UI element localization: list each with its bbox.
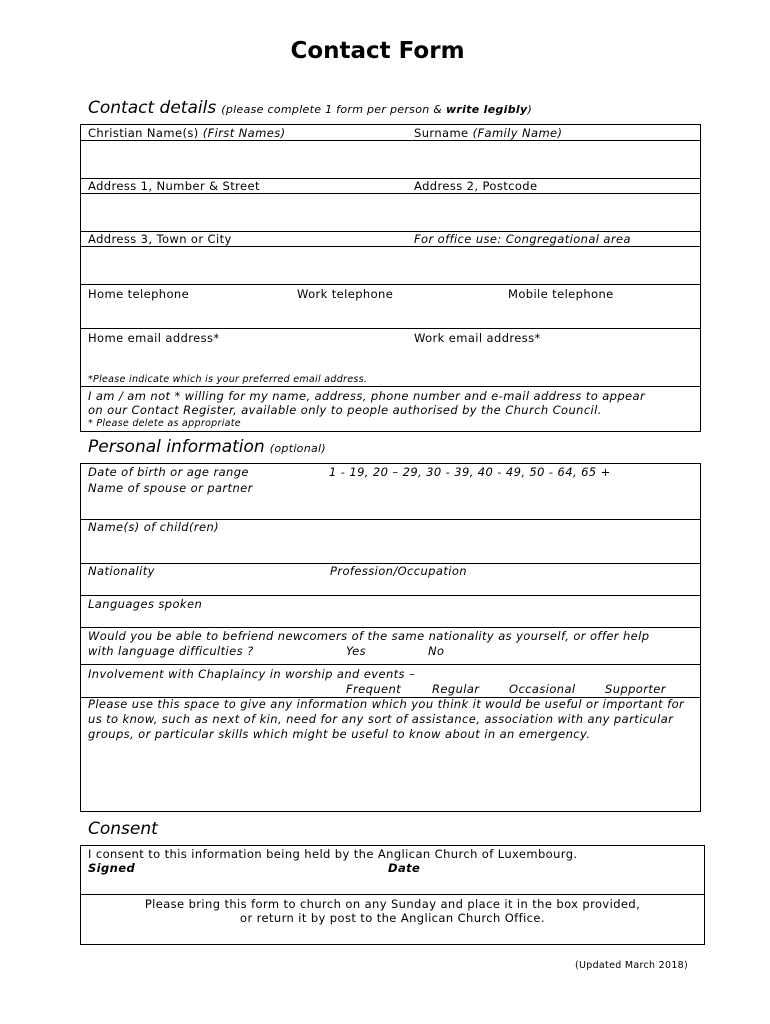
address-entry-area[interactable] [81, 194, 700, 231]
divider [80, 328, 701, 329]
divider [80, 386, 701, 387]
page-title: Contact Form [290, 38, 465, 64]
address2-label: Address 2, Postcode [414, 179, 538, 193]
age-range-options[interactable]: 1 - 19, 20 – 29, 30 - 39, 40 - 49, 50 - 64, 65 + [329, 465, 611, 479]
consent-statement: I consent to this information being held by the Anglican Church of Luxembourg. [88, 847, 578, 861]
consent-heading: Consent [88, 819, 158, 839]
home-email-label: Home email address* [88, 331, 220, 345]
involvement-supporter-option[interactable]: Supporter [605, 682, 666, 696]
section-title: Personal information [88, 437, 265, 457]
befriend-question-line2: with language difficulties ? [88, 644, 254, 658]
heading-note: (please complete 1 form per person & [221, 103, 446, 116]
section-title: Contact details [88, 98, 217, 118]
involvement-label: Involvement with Chaplaincy in worship and events – [88, 667, 416, 681]
date-label: Date [388, 861, 421, 875]
register-consent-line1: I am / am not * willing for my name, address, phone number and e-mail address to appear [88, 389, 646, 403]
email-note: *Please indicate which is your preferred email address. [88, 374, 368, 385]
work-telephone-label: Work telephone [297, 287, 394, 301]
optional-note: (optional) [269, 442, 326, 455]
spouse-label: Name of spouse or partner [88, 481, 253, 495]
befriend-yes-option[interactable]: Yes [346, 644, 367, 658]
date-field[interactable] [425, 860, 695, 890]
updated-date-note: (Updated March 2018) [575, 960, 689, 971]
personal-info-heading [88, 437, 326, 457]
nationality-label: Nationality [88, 564, 155, 578]
christian-name-label: Christian Name(s) (First Names) [88, 126, 286, 140]
languages-label: Languages spoken [88, 597, 203, 611]
divider [80, 284, 701, 285]
address1-label: Address 1, Number & Street [88, 179, 260, 193]
divider [80, 894, 705, 895]
work-email-label: Work email address* [414, 331, 541, 345]
befriend-question-line1: Would you be able to befriend newcomers of the same nationality as yourself, or offer help [88, 629, 650, 643]
additional-info-entry-area[interactable] [81, 760, 700, 811]
profession-label: Profession/Occupation [330, 564, 467, 578]
home-telephone-label: Home telephone [88, 287, 190, 301]
divider [80, 664, 701, 665]
dob-label: Date of birth or age range [88, 465, 249, 479]
register-consent-line2: on our Contact Register, available only to people authorised by the Church Council. [88, 403, 602, 417]
involvement-occasional-option[interactable]: Occasional [509, 682, 576, 696]
return-instructions-line2: or return it by post to the Anglican Church Office. [240, 911, 545, 925]
befriend-no-option[interactable]: No [428, 644, 445, 658]
mobile-telephone-label: Mobile telephone [508, 287, 614, 301]
heading-note-bold: write legibly [445, 103, 528, 116]
additional-info-prompt: Please use this space to give any information which you think it would be useful or important for us to know, such as next of kin, need for any sort of assistance, association with any particular groups, or particular skills which might be useful to know about in an emergency. [88, 697, 685, 741]
office-use-label: For office use: Congregational area [414, 232, 631, 246]
involvement-regular-option[interactable]: Regular [432, 682, 480, 696]
address3-label: Address 3, Town or City [88, 232, 232, 246]
divider [80, 627, 701, 628]
register-note: * Please delete as appropriate [88, 418, 241, 429]
signature-field[interactable] [140, 860, 380, 890]
heading-note-end: ) [527, 103, 533, 116]
divider [80, 595, 701, 596]
town-entry-area[interactable] [81, 247, 700, 284]
surname-label: Surname (Family Name) [414, 126, 563, 140]
contact-details-heading [88, 98, 532, 118]
name-entry-area[interactable] [81, 141, 700, 178]
children-label: Name(s) of child(ren) [88, 520, 220, 534]
signed-label: Signed [88, 861, 136, 875]
involvement-frequent-option[interactable]: Frequent [346, 682, 402, 696]
return-instructions-line1: Please bring this form to church on any Sunday and place it in the box provided, [144, 897, 641, 911]
